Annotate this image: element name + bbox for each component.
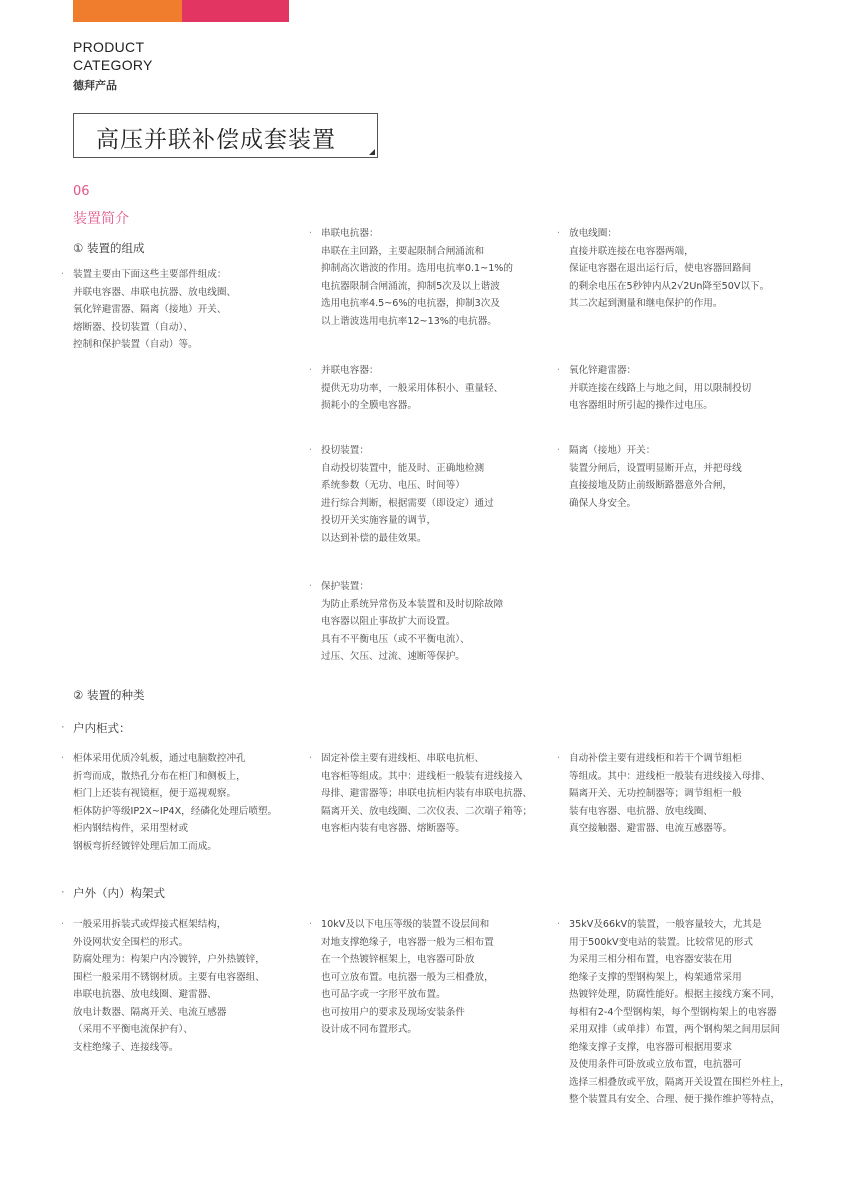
text-line: 采用双排（或单排）布置，两个钢构架之间用层间 <box>569 1024 781 1035</box>
shunt-capacitor-block <box>309 362 504 415</box>
outdoor-heading: · 户外（内）构架式 <box>61 885 165 900</box>
text-line: 绝缘子支撑的型钢构架上，构架通常采用 <box>569 971 742 983</box>
text-line: 损耗小的全膜电容器。 <box>321 400 417 411</box>
text-line: 直接并联连接在电容器两端， <box>569 245 694 257</box>
outdoor-col3 <box>557 916 790 1109</box>
product-category-label: PRODUCT CATEGORY <box>73 39 153 73</box>
outdoor-col2 <box>309 916 494 1039</box>
bullet-icon: · <box>309 228 313 239</box>
indoor-col3 <box>557 750 771 838</box>
block-title: 氧化锌避雷器： <box>569 365 637 376</box>
text-line: 串联电抗器、放电线圈、避雷器、 <box>73 989 217 1000</box>
text-line: 抑制高次谐波的作用。选用电抗率0.1~1%的 <box>321 263 514 274</box>
text-line: 确保人身安全。 <box>569 497 637 509</box>
text-line: 电容器以阻止事故扩大而设置。 <box>321 616 456 627</box>
indoor-col1 <box>61 750 278 855</box>
isolation-switch-block <box>557 442 742 512</box>
text-line: （采用不平衡电流保护有）、 <box>73 1024 193 1035</box>
text-line: 固定补偿主要有进线柜、串联电抗柜、 <box>321 753 485 764</box>
bullet-icon: · <box>309 581 313 592</box>
composition-intro <box>61 266 237 354</box>
text-line: 装置分闸后，设置明显断开点，并把母线 <box>569 462 742 474</box>
text-line: 外设网状安全围栏的形式。 <box>73 936 189 948</box>
bullet-icon: · <box>61 885 65 899</box>
text-line: 直接接地及防止前级断路器意外合闸， <box>569 480 733 491</box>
bullet-icon: · <box>309 753 313 764</box>
text-line: 以达到补偿的最佳效果。 <box>321 532 427 544</box>
section-number: 06 <box>73 184 90 199</box>
text-line: 钢板弯折经镀锌处理后加工而成。 <box>73 840 217 852</box>
text-line: 柜体防护等级IP2X~IP4X，经磷化处理后喷塑。 <box>73 805 278 817</box>
text-line: 在一个热镀锌框架上，电容器可卧放 <box>321 954 475 965</box>
bullet-icon: · <box>61 720 65 734</box>
text-line: 每相有2-4个型钢构架，每个型钢构架上的电容器 <box>569 1006 777 1018</box>
text-line: 其二次起到测量和继电保护的作用。 <box>569 298 723 309</box>
text-line: 选择三相叠放或平放，隔离开关设置在围栏外柱上， <box>569 1076 790 1088</box>
text-line: 装有电容器、电抗器、放电线圈、 <box>569 805 713 817</box>
bullet-icon: · <box>61 753 65 764</box>
page-title-box <box>73 113 378 158</box>
text-line: 提供无功功率，一般采用体积小、重量轻、 <box>321 382 504 394</box>
text-line: 柜内钢结构件，采用型材或 <box>73 823 189 834</box>
text-line: 放电计数器、隔离开关、电流互感器 <box>73 1006 227 1018</box>
text-line: 隔离开关、无功控制器等；调节组柜一般 <box>569 788 742 799</box>
text-line: 投切开关实施容量的调节， <box>321 515 437 526</box>
text-line: 具有不平衡电压（或不平衡电流）、 <box>321 633 470 645</box>
page-title: 高压并联补偿成套装置 <box>96 127 336 153</box>
text-line: 设计成不同布置形式。 <box>321 1024 417 1035</box>
text-line: 隔离开关、放电线圈、二次仪表、二次端子箱等； <box>321 805 533 817</box>
text-line: 也可品字或一字形平放布置。 <box>321 989 446 1000</box>
product-category-cn: 德拜产品 <box>73 79 117 92</box>
text-line: 一般采用拆装式或焊接式框架结构， <box>73 919 227 930</box>
text-line: 防腐处理为：构架户内冷镀锌，户外热镀锌， <box>73 954 265 965</box>
series-reactor-block <box>309 225 514 330</box>
bullet-icon: · <box>557 919 561 930</box>
bullet-icon: · <box>557 753 561 764</box>
text-line: 自动投切装置中，能及时、正确地检测 <box>321 462 485 474</box>
bullet-icon: · <box>61 919 65 930</box>
text-line: 真空接触器、避雷器、电流互感器等。 <box>569 823 733 834</box>
text-line: 母排、避雷器等；串联电抗柜内装有串联电抗器、 <box>321 788 533 799</box>
text-line: 用于500kV变电站的装置。比较常见的形式 <box>569 936 753 948</box>
text-line: 电容柜内装有电容器、熔断器等。 <box>321 823 465 834</box>
text-line: 35kV及66kV的装置，一般容量较大，尤其是 <box>569 919 762 930</box>
text-line: 以上谐波选用电抗率12~13%的电抗器。 <box>321 315 497 327</box>
text-line: 对地支撑绝缘子，电容器一般为三相布置 <box>321 936 494 948</box>
text-line: 并联电容器、串联电抗器、放电线圈、 <box>73 286 237 298</box>
text-line: 电容柜等组成。其中：进线柜一般装有进线接入 <box>321 770 523 782</box>
header-bar-orange <box>73 0 182 22</box>
indoor-heading: · 户内柜式： <box>61 720 131 735</box>
text-line: 选用电抗率4.5~6%的电抗器，抑制3次及 <box>321 298 500 309</box>
text-line: 柜门上还装有视镜框，便于巡视观察。 <box>73 788 237 799</box>
text-line: 过压、欠压、过流、速断等保护。 <box>321 651 465 662</box>
block-title: 隔离（接地）开关： <box>569 445 656 456</box>
section-title: 装置简介 <box>73 211 129 227</box>
corner-triangle-icon <box>369 149 375 155</box>
bullet-icon: · <box>557 365 561 376</box>
text-line: 热镀锌处理，防腐性能好。根据主接线方案不同， <box>569 989 781 1000</box>
text-line: 整个装置具有安全、合理、便于操作维护等特点， <box>569 1094 781 1105</box>
bullet-icon: · <box>557 228 561 239</box>
text-line: 也可按用户的要求及现场安装条件 <box>321 1006 465 1018</box>
bullet-icon: · <box>309 919 313 930</box>
block-title: 保护装置： <box>321 581 369 592</box>
text-line: 控制和保护装置（自动）等。 <box>73 339 198 350</box>
text-line: 为防止系统异常伤及本装置和及时切除故障 <box>321 598 504 610</box>
text-line: 为采用三相分相布置，电容器安装在用 <box>569 954 733 965</box>
bullet-icon: · <box>61 269 65 280</box>
types-heading: ② 装置的种类 <box>73 688 145 702</box>
discharge-coil-block <box>557 225 770 313</box>
text-line: 也可立放布置。电抗器一般为三相叠放， <box>321 971 494 983</box>
text-line: 折弯而成，散热孔分布在柜门和侧板上， <box>73 770 246 782</box>
text-line: 绝缘支撑子支撑，电容器可根据用要求 <box>569 1041 733 1053</box>
switching-device-block <box>309 442 494 547</box>
text-line: 熔断器、投切装置（自动）、 <box>73 321 193 333</box>
text-line: 自动补偿主要有进线柜和若干个调节组柜 <box>569 753 742 764</box>
block-title: 投切装置： <box>321 445 369 456</box>
bullet-icon: · <box>309 445 313 456</box>
text-line: 进行综合判断，根据需要（即设定）通过 <box>321 497 494 509</box>
text-line: 等组成。其中：进线柜一般装有进线接入母排、 <box>569 770 771 782</box>
block-title: 放电线圈： <box>569 228 617 239</box>
indoor-col2 <box>309 750 533 838</box>
text-line: 支柱绝缘子、连接线等。 <box>73 1041 179 1053</box>
text-line: 的剩余电压在5秒钟内从2√2Un降至50V以下。 <box>569 280 770 292</box>
block-title: 并联电容器： <box>321 365 379 376</box>
arrester-block <box>557 362 752 415</box>
bullet-icon: · <box>557 445 561 456</box>
text-line: 电容器组时所引起的操作过电压。 <box>569 400 713 411</box>
text-line: 柜体采用优质冷轧板，通过电脑数控冲孔 <box>73 753 246 764</box>
text-line: 并联连接在线路上与地之间，用以限制投切 <box>569 382 752 394</box>
text-line: 及使用条件可卧放或立放布置，电抗器可 <box>569 1059 742 1070</box>
composition-heading: ① 装置的组成 <box>73 241 145 255</box>
block-title: 串联电抗器： <box>321 228 379 239</box>
header-bar-pink <box>182 0 289 22</box>
bullet-icon: · <box>309 365 313 376</box>
text-line: 装置主要由下面这些主要部件组成： <box>73 269 227 280</box>
outdoor-col1 <box>61 916 265 1056</box>
text-line: 保证电容器在退出运行后，使电容器回路间 <box>569 263 752 274</box>
text-line: 电抗器限制合闸涌流，抑制5次及以上谐波 <box>321 280 500 292</box>
text-line: 系统参数（无功、电压、时间等） <box>321 480 465 491</box>
text-line: 氧化锌避雷器、隔离（接地）开关、 <box>73 304 227 315</box>
text-line: 10kV及以下电压等级的装置不设层间和 <box>321 919 490 930</box>
protection-device-block <box>309 578 504 666</box>
text-line: 串联在主回路，主要起限制合闸涌流和 <box>321 245 485 257</box>
text-line: 围栏一般采用不锈钢材质。主要有电容器组、 <box>73 971 265 983</box>
